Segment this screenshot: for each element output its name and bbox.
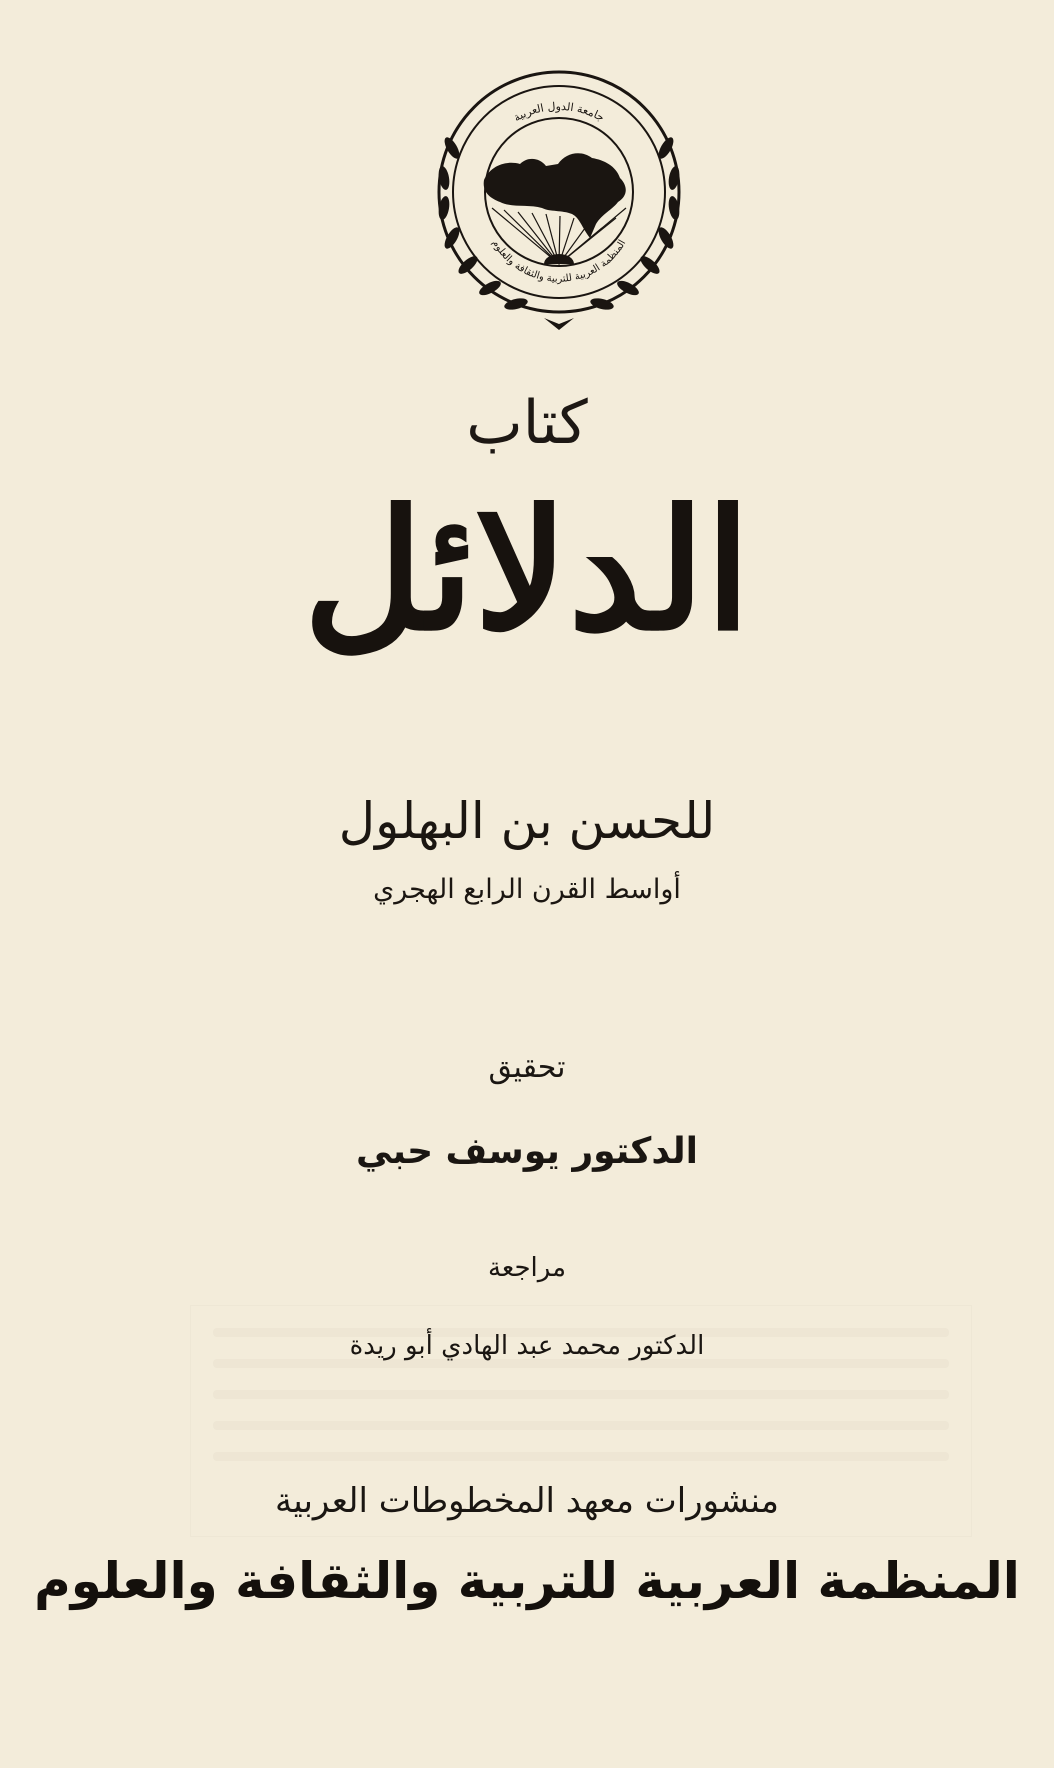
author-name: للحسن بن البهلول [338,792,716,850]
publisher-line: منشورات معهد المخطوطات العربية [274,1481,779,1521]
organization-name: المنظمة العربية للتربية والثقافة والعلوم [34,1552,1020,1610]
kitab-word: كتاب [466,388,588,458]
author-era: أواسط القرن الرابع الهجري [373,874,681,905]
tahqiq-label: تحقيق [488,1050,566,1085]
murajaa-label: مراجعة [487,1253,567,1283]
svg-text:المنظمة العربية للتربية والثقا: المنظمة العربية للتربية والثقافة والعلوم [489,238,629,285]
arab-league-emblem-icon [432,68,686,336]
reviewer-name: الدكتور محمد عبد الهادي أبو ريدة [349,1331,705,1361]
editor-name: الدكتور يوسف حبي [355,1131,699,1172]
book-title: الدلائل [303,473,751,667]
svg-text:جامعة الدول العربية: جامعة الدول العربية [511,99,607,125]
